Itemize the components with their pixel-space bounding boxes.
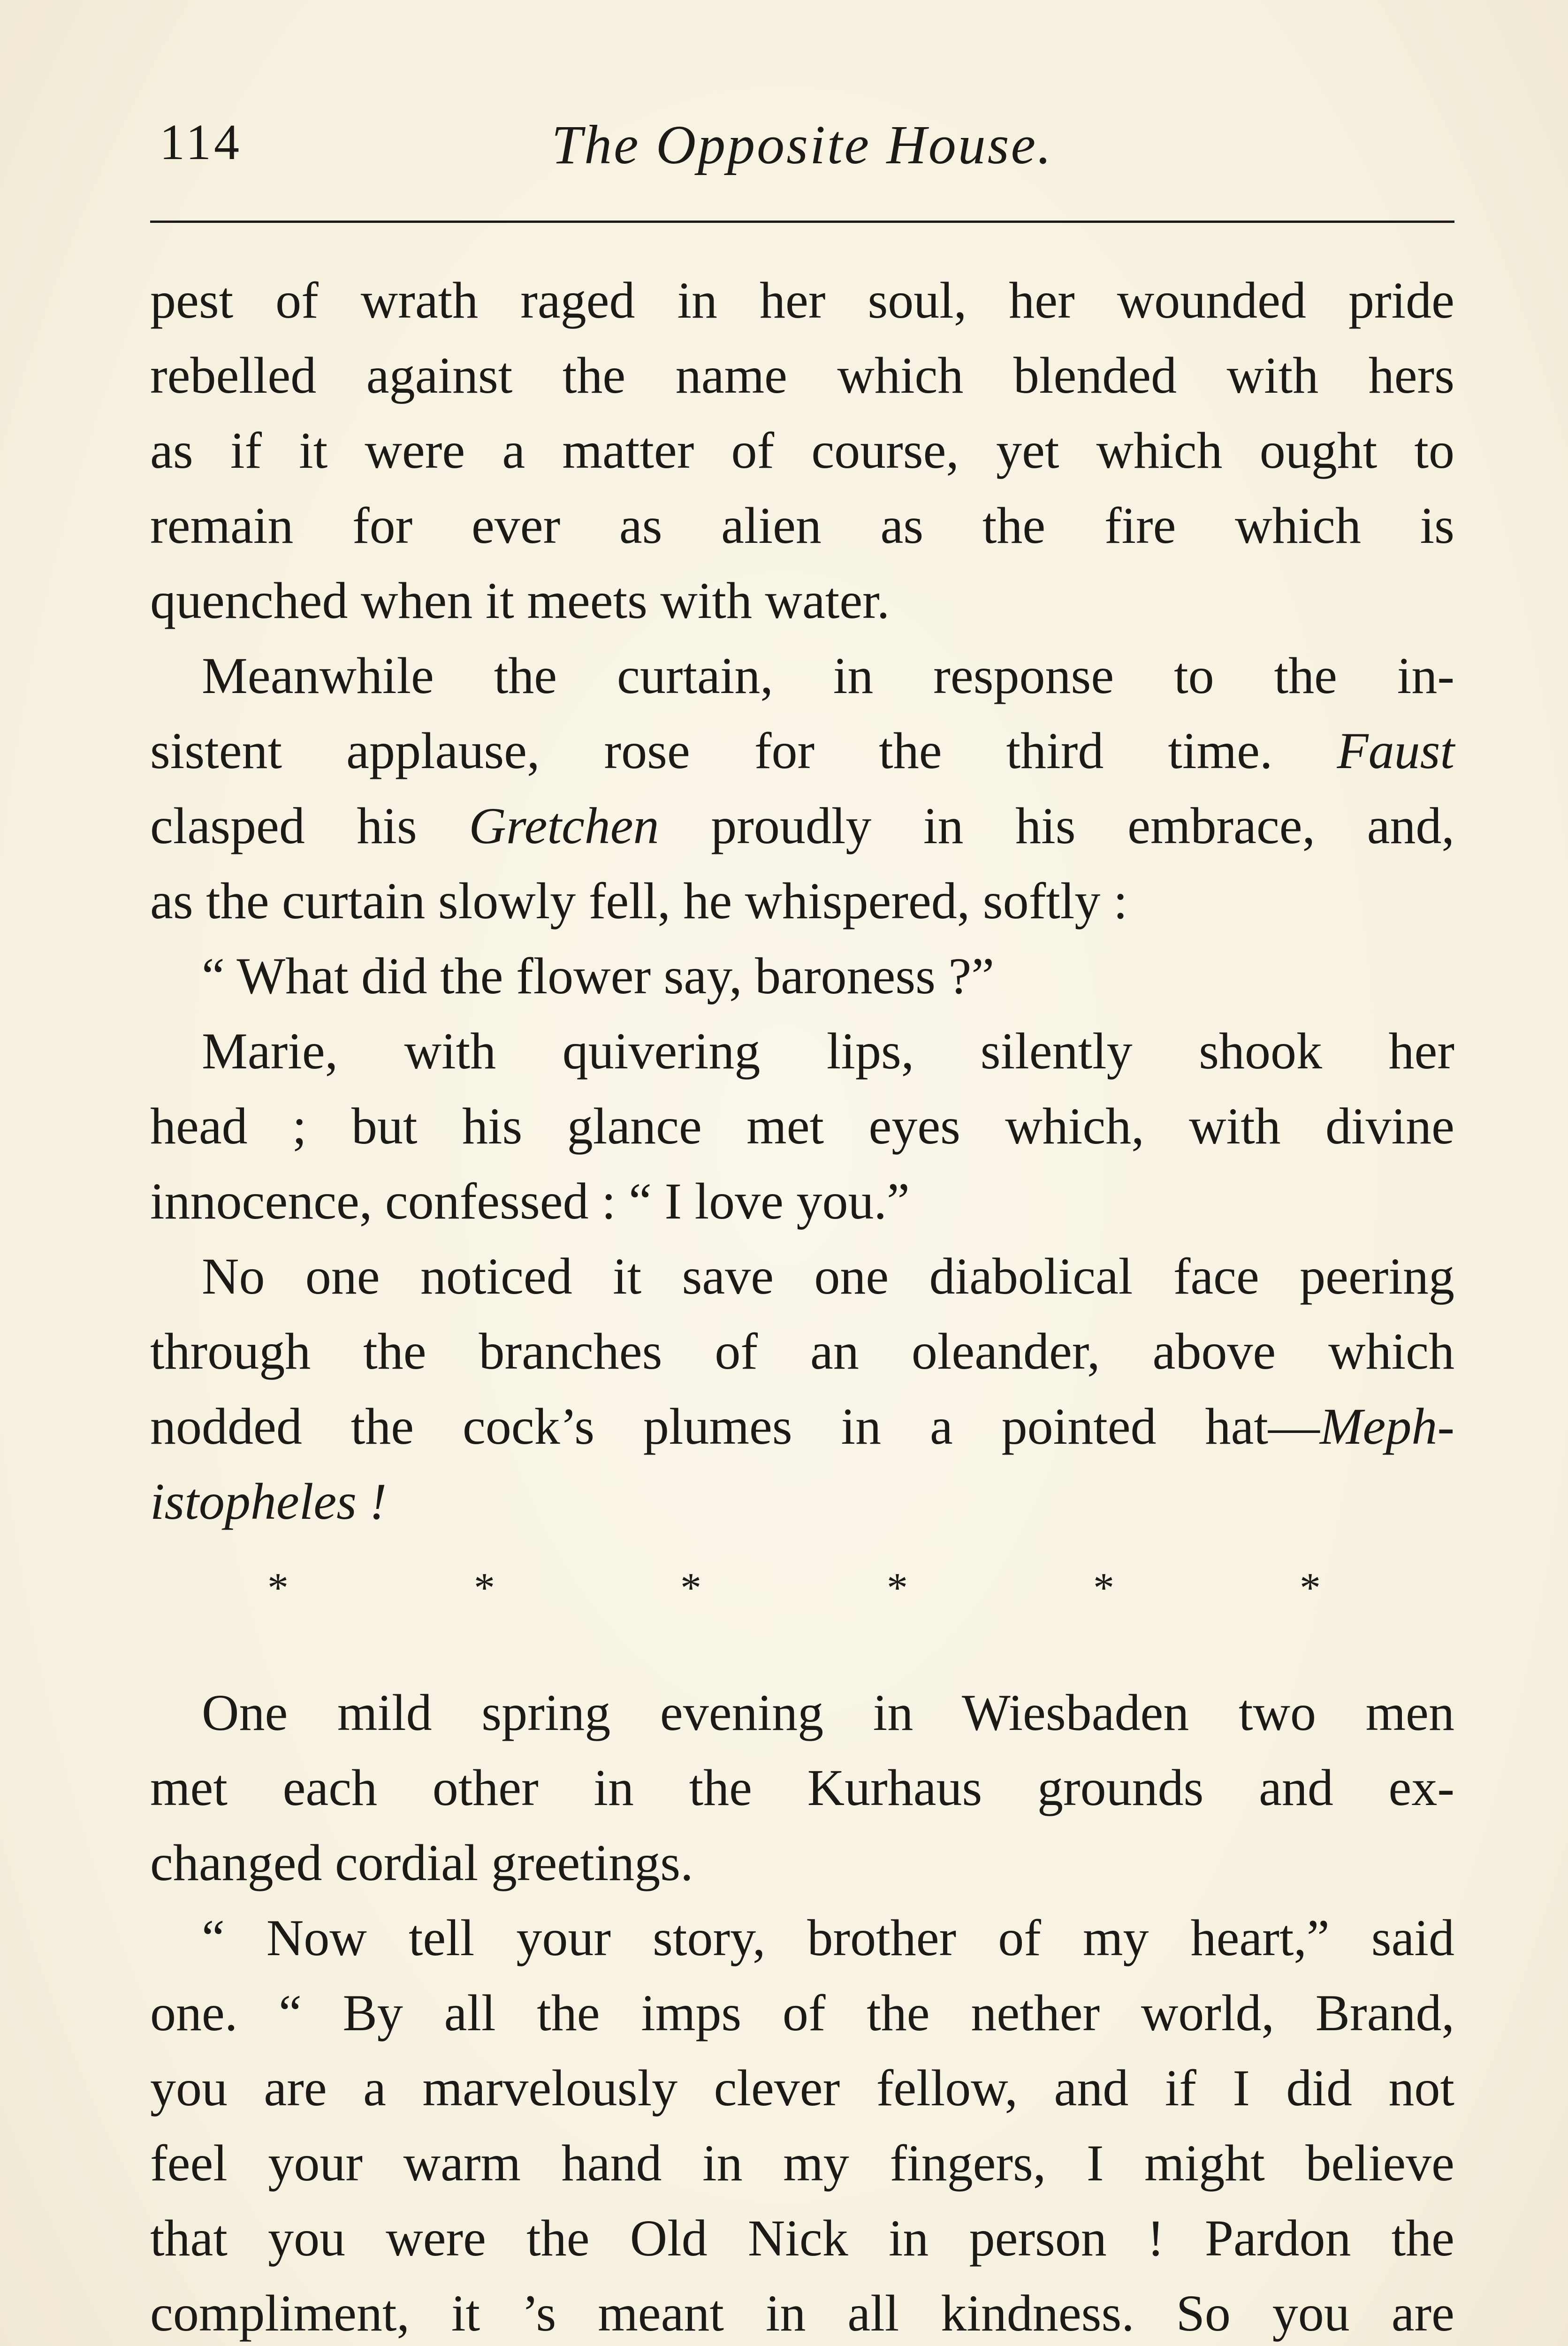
text-line: quenched when it meets with water. <box>150 572 890 629</box>
text-line: as the curtain slowly fell, he whispered, softly : <box>150 872 1128 929</box>
italic-name-mephistopheles-end: istopheles ! <box>150 1473 387 1530</box>
text-line <box>150 788 1454 863</box>
text-line: head ; but his glance met eyes which, with divine <box>150 1097 1454 1155</box>
section-gap <box>150 1638 1454 1675</box>
header-rule <box>150 221 1454 223</box>
text-line: Marie, with quivering lips, silently shook her <box>202 1022 1454 1080</box>
text-line: remain for ever as alien as the fire which is <box>150 497 1454 554</box>
text-line: One mild spring evening in Wiesbaden two men <box>202 1684 1454 1741</box>
separator-asterisk: * <box>680 1565 701 1611</box>
text-line <box>150 1464 1454 1539</box>
text-line: No one noticed it save one diabolical face peering <box>202 1248 1454 1305</box>
text-line <box>150 1389 1454 1464</box>
text-span: sistent applause, rose for the third time. <box>150 722 1273 779</box>
text-line: as if it were a matter of course, yet which ought to <box>150 422 1454 479</box>
text-line: changed cordial greetings. <box>150 1834 693 1891</box>
text-line: innocence, confessed : “ I love you.” <box>150 1173 910 1230</box>
separator-asterisk: * <box>887 1565 908 1611</box>
running-title: The Opposite House. <box>551 114 1053 175</box>
text-line: pest of wrath raged in her soul, her wounded pride <box>150 272 1454 329</box>
separator-asterisk: * <box>474 1565 495 1611</box>
italic-name-faust: Faust <box>1337 722 1454 779</box>
text-line: Meanwhile the curtain, in response to the in- <box>202 647 1454 704</box>
separator-asterisk: * <box>1093 1565 1114 1611</box>
text-line: feel your warm hand in my fingers, I might believe <box>150 2134 1454 2192</box>
italic-name-mephistopheles: Meph- <box>1319 1398 1454 1455</box>
text-span: proudly in his embrace, and, <box>711 797 1455 854</box>
text-line: one. “ By all the imps of the nether world, Brand, <box>150 1984 1454 2041</box>
body-text <box>150 263 1454 2346</box>
text-line: “ Now tell your story, brother of my heart,” said <box>202 1909 1454 1966</box>
text-line <box>150 713 1454 788</box>
text-line: rebelled against the name which blended with hers <box>150 347 1454 404</box>
italic-name-gretchen: Gretchen <box>469 797 659 854</box>
text-line: through the branches of an oleander, above which <box>150 1323 1454 1380</box>
section-separator <box>150 1539 1454 1638</box>
text-span: clasped his <box>150 797 417 854</box>
separator-asterisk: * <box>1300 1565 1321 1611</box>
running-header <box>150 108 1454 178</box>
text-line: met each other in the Kurhaus grounds and ex- <box>150 1759 1454 1816</box>
text-line: “ What did the flower say, baroness ?” <box>202 947 995 1005</box>
page-number: 114 <box>160 114 242 170</box>
text-line: you are a marvelously clever fellow, and if I did not <box>150 2059 1454 2117</box>
text-line: that you were the Old Nick in person ! Pardon the <box>150 2209 1454 2267</box>
text-line: compliment, it ’s meant in all kindness. So you are <box>150 2285 1454 2342</box>
text-span: nodded the cock’s plumes in a pointed hat— <box>150 1398 1320 1455</box>
separator-asterisk: * <box>267 1565 289 1611</box>
